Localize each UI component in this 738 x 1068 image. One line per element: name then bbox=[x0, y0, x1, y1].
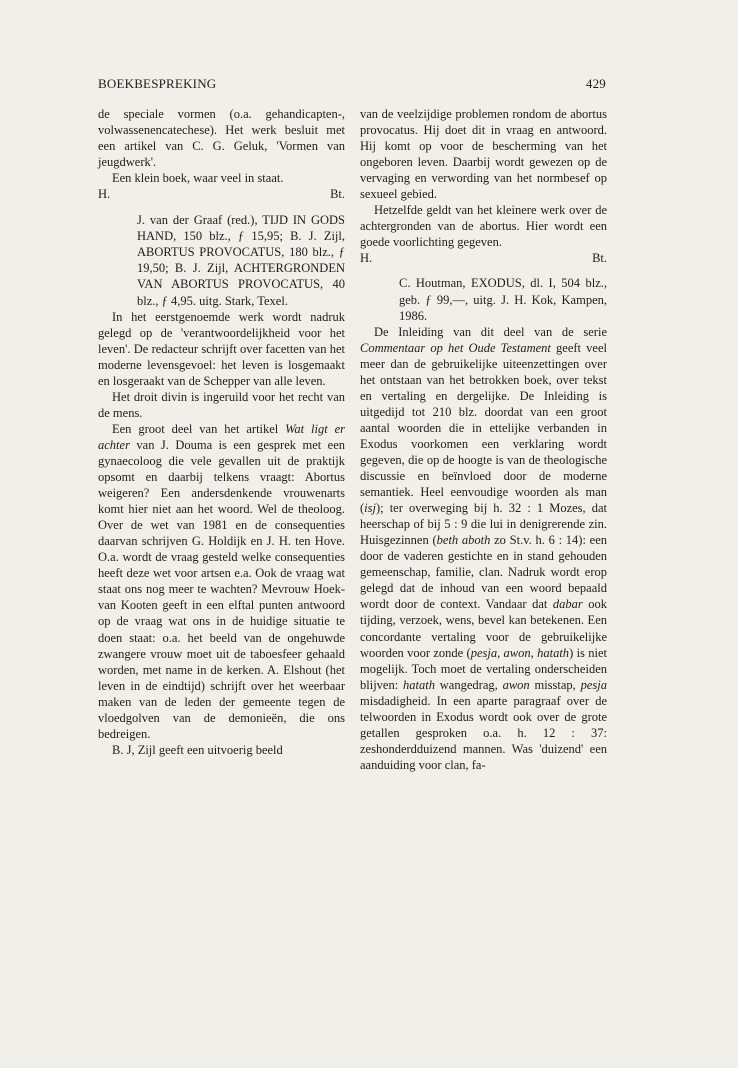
right-column bbox=[360, 106, 607, 773]
review-signature bbox=[360, 250, 607, 266]
page-number: 429 bbox=[585, 76, 606, 91]
text-run: geeft veel meer dan de gebruikelijke uiteenzettingen over het ontstaan van het betrokken boek, over tekst en vertaling en dergelijke. De Inleiding is uitgedijd tot 210 blz. doordat van een groot aantal woorden die in ettelijke verbanden in Exodus voorkomen een verklaring wordt gegeven, die op de hoogte is van de theologische discussie en beïnvloed door de moderne semantiek. Heel eenvoudige woorden als man ( bbox=[360, 340, 607, 516]
hebrew-term: awon bbox=[502, 677, 530, 692]
text-run: van J. Douma is een gesprek met een gynaecoloog die vele gevallen uit de praktijk opsomt en daarbij telkens vraagt: Abortus weigeren? Een andersdenkende vrouwenarts komt hier niet aan het woord. Wel de theoloog. Over de wet van 1981 en de consequenties daarvan schrijven G. Holdijk en J. H. ten Hove. O.a. wordt de vraag gesteld welke consequenties heeft deze wet voor artsen e.a. Ook de vraag wat staat ons nog meer te wachten? Mevrouw Hoek-van Kooten geeft in een elftal punten antwoord op de vraag wat ons in de huidige situatie te doen staat: o.a. het beeld van de ongehuwde zwangere vrouw moet uit de taboesfeer gehaald worden, met name in de kerken. A. Elshout (het leven in de eindtijd) schrijft over het weerbaar maken van de leden der gemeente tegen de vloedgolven van de demonieën, die ons bedreigen. bbox=[98, 437, 346, 741]
text-run: Een groot deel van het artikel bbox=[112, 421, 279, 436]
page-header bbox=[98, 76, 606, 92]
signature-initial: Bt. bbox=[592, 251, 607, 266]
paragraph bbox=[98, 421, 345, 742]
text-run: De Inleiding van dit deel van de serie bbox=[374, 324, 607, 339]
book-reference: C. Houtman, EXODUS, dl. I, 504 blz., geb. ƒ 99,—, uitg. J. H. Kok, Kampen, 1986. bbox=[399, 276, 607, 323]
left-column bbox=[98, 106, 345, 758]
paragraph: Hetzelfde geldt van het kleinere werk over de achtergronden van de abortus. Hier wordt een goede voorlichting gegeven. bbox=[360, 203, 607, 250]
review-signature bbox=[98, 186, 345, 202]
running-title: BOEKBESPREKING bbox=[98, 76, 217, 91]
text-run: wangedrag, bbox=[439, 677, 498, 692]
hebrew-term: hatath bbox=[403, 677, 435, 692]
hebrew-term: pesja bbox=[580, 677, 607, 692]
text-run: misstap, bbox=[534, 677, 576, 692]
signature-initial: H. bbox=[98, 187, 111, 202]
signature-initial: Bt. bbox=[330, 187, 345, 202]
text-run: ); ter overweging bij h. 32 : 1 Mozes, dat heerschap of bij 5 : 9 die lui in denigrerende zin. Huisgezinnen ( bbox=[360, 501, 607, 548]
paragraph bbox=[360, 324, 607, 773]
paragraph: de speciale vormen (o.a. gehandicapten-, volwassenencatechese). Het werk besluit met een artikel van C. G. Geluk, 'Vormen van jeugdwerk'. bbox=[98, 107, 345, 170]
spacer bbox=[98, 202, 345, 212]
text-run: ook tijding, verzoek, wens, bevel kan betekenen. Een concordante vertaling voor de gebruikelijke woorden voor zonde ( bbox=[360, 597, 607, 660]
text-run: misdadigheid. In een aparte paragraaf over de telwoorden in Exodus wordt ook over de grote getallen gesproken o.a. h. 12 : 37: zeshonderdduizend mannen. Was 'duizend' een aanduiding voor clan, fa- bbox=[360, 693, 607, 772]
text-run: zo St.v. h. 6 : 14): een door de vaderen gestichte en in stand gehouden gemeenschap, familie, clan. Nadruk wordt erop gelegd dat de inhoud van een woord bepaald wordt door de context. Vandaar dat bbox=[360, 533, 607, 612]
paragraph: Het droit divin is ingeruild voor het recht van de mens. bbox=[98, 389, 345, 420]
paragraph: Een klein boek, waar veel in staat. bbox=[112, 171, 284, 186]
paragraph: B. J, Zijl geeft een uitvoerig beeld bbox=[112, 742, 283, 757]
hebrew-term: pesja, awon, hatath bbox=[470, 645, 570, 660]
hebrew-term: isj bbox=[364, 501, 376, 516]
hebrew-term: dabar bbox=[552, 597, 583, 612]
book-reference: J. van der Graaf (red.), TIJD IN GODS HAND, 150 blz., ƒ 15,95; B. J. Zijl, ABORTUS PROVOCATUS, 180 blz., ƒ 19,50; B. J. Zijl, ACHTERGRONDEN VAN ABORTUS PROVOCATUS, 40 blz., ƒ 4,95. uitg. Stark, Texel. bbox=[137, 213, 345, 308]
text-run: ) is niet mogelijk. Toch moet de vertaling onderscheiden blijven: bbox=[360, 645, 607, 692]
signature-initial: H. bbox=[360, 251, 373, 266]
paragraph: In het eerstgenoemde werk wordt nadruk gelegd op de 'verantwoordelijkheid voor het leven'. De redacteur schrijft over facetten van het moderne levensgevoel: het leven is losgemaakt en losgeraakt van de Schepper van alle leven. bbox=[98, 309, 345, 388]
series-title: Commentaar op het Oude Testament bbox=[360, 340, 551, 355]
hebrew-term: beth aboth bbox=[436, 533, 491, 548]
spacer bbox=[360, 266, 607, 275]
article-title: Wat ligt er achter bbox=[98, 421, 345, 452]
paragraph: van de veelzijdige problemen rondom de abortus provocatus. Hij doet dit in vraag en antwoord. Hij komt op voor de bescherming van het ongeboren leven. Daarbij wordt gewezen op de vervaging en verwording van het normbesef op sexueel gebied. bbox=[360, 107, 607, 202]
